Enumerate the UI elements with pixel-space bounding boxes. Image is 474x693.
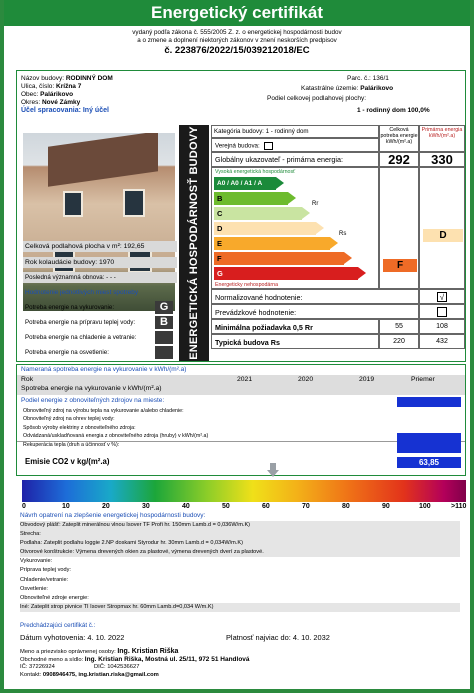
valid-until: Platnosť najviac do: 4. 10. 2032 [226, 633, 330, 642]
subtitle-amend: a o zmene a doplnení niektorých zákonov v znení neskorších predpisov [137, 37, 337, 44]
last-renovation: Posledná významná obnova: - - - [23, 272, 177, 283]
renew-lines: Obnoviteľný zdroj na výrobu tepla na vykurovanie a/alebo chladenie: Obnoviteľný zdroj na ohrev teplej vody: Spôsob výroby elektriny z obnoviteľného zdroja: Odvádzaná/uskladňovaná energia z obnoviteľného zdroja (hruby) v kWh/(m².a) Rekuperácia tepla (druh a účinnosť v %): [23, 408, 209, 448]
class-e-arrow: E [214, 237, 330, 250]
year-2020: 2020 [298, 376, 314, 383]
co2-scale [22, 480, 466, 502]
phone: 0908946475, [42, 672, 77, 678]
operational-checkbox [437, 307, 447, 317]
certificate-number: č. 223876/2022/15/039212018/EC [164, 45, 310, 56]
min-primary: 108 [419, 319, 465, 334]
measures-title: Návrh opatrení na zlepšenie energetickej hospodárnosti budovy: [20, 512, 206, 519]
measured-section [16, 364, 466, 476]
band-label: ENERGETICKÁ HOSPODÁRNOSŤ BUDOVY [188, 126, 200, 360]
page-title: Energetický certifikát [4, 0, 470, 26]
emission-label: Emisie CO2 v kg/(m².a) [25, 457, 110, 466]
category: Kategória budovy: 1 - rodinný dom [211, 125, 379, 138]
emission-value: 63,85 [397, 457, 461, 468]
class-b-arrow: B [214, 192, 288, 205]
floor-share-label: Podiel celkovej podlahovej plochy: [267, 95, 367, 102]
class-f-arrow: F [214, 252, 344, 265]
main-panel [16, 70, 466, 362]
class-scale: Vysoká energetická hospodárnosť A0 / A0 / A1 / A B C D E F G Rr Rs Energeticky nehospodárna [211, 167, 379, 289]
primary-class-badge: D [423, 229, 463, 242]
measured-title: Nameraná spotreba energie na vykurovanie v kWh/(m².a) [21, 366, 187, 373]
building-district: Okres: Nové Zámky [21, 99, 81, 106]
certificate-page: Energetický certifikát vydaný podľa zákona č. 555/2005 Z. z. o energetickej hospodárnosti budov a o zmene a doplnení niektorých zákonov v znení neskorších predpisov č. 223876/2022/15/039212018/EC Názov budovy: RODINNÝ DOM Ulica, číslo: Krížna 7 Obec: Palárikovo Okres: Nové Zámky Účel spracovania: Iný účel Parc. č.: 136/1 Katastrálne územie: Palárikovo Podiel celkovej podlahovej plochy: 1 - rodinný dom 100,0% Celková podlahová plocha v m²: 192,65 Rok kolaudácie budovy: 1970 Posledná významná obnova: - - - Hodnotenie jednotlivých miest spotreby Potreba energie na vykurovanie: Potreba energie na prípravu teplej vody: Potreba energie na chladenie a vetranie: Potreba energie na osvetlenie: G B ENERGETICKÁ HOSPODÁRNOSŤ BUDOVY Kategória budovy: 1 - rodinný dom Verejná budova: Celková potreba energie kWh/(m².a) Primárna energia kWh/(m².a) Globálny ukazovateľ - primárna energia: 292 330 Vysoká energetická hospodárnosť A0 / A0 / A1 / A B C D E F G Rr Rs Energeticky nehospodárna F D Normalizované hodnotenie: √ Prevádzkové hodnotenie: Minimálna požiadavka 0,5 Rr 55 108 Typická budova Rs 220 432 Nameraná spotreba energie na vykurovanie v kWh/(m².a) Rok Spotreba energie na vykurovanie v kWh/(m².a) 2021 2020 2019 Priemer Podiel energie z obnoviteľných zdrojov na mieste: Obnoviteľný zdroj na výrobu tepla na vykurovanie a/alebo chladenie: Obnoviteľný zdroj na ohrev teplej vody: Spôsob výroby elektriny z obnoviteľného zdroja: Odvádzaná/uskladňovaná energia z obnoviteľného zdroja (hruby) v kWh/(m².a) Rekuperácia tepla (druh a účinnosť v %): Emisie CO2 v kg/(m².a) 63,85 0 10 20 30 40 50 60 70 80 90 100 >110 Návrh opatrení na zlepšenie energetickej hospodárnosti budovy: Obvodový plášť: Zateplit minerálnou vlnou Isover TF Profi hr. 150mm Lamb.d = 0,036W/m.K) Strecha: Podlaha: Zateplit podlahu loggie 2.NP doskami Styrodur hr. 30mm Lamb.d = 0,034W/m.K) Otvorové konštrukcie: Výmena drevených okien za plastové, výmena drevených dverí za plastové. Vykurovanie: Príprava teplej vody: Chladenie/vetranie: Osvetlenie: Obnoviteľné zdroje energie: Iné: Zateplit strop pivnice TI Isover Stropmax hr. 60mm Lamb.d=0,034 W/m.K) Predchádzajúci certifikát č.: Dátum vyhotovenia: 4. 10. 2022 Platnosť najviac do: 4. 10. 2032 Meno a priezvisko oprávnenej osoby: Ing. Kristian Riška Obchodné meno a sídlo: Ing. Kristian Riška, Mostná ul. 25/11, 972 51 Handlová IČ: 37226924 DIČ: 1042536627 Kontakt: 0908946475, ing.kristian.riska@gmail.com [0, 0, 474, 693]
col-primary-energy: Primárna energia kWh/(m².a) [419, 125, 465, 152]
cooling-class-badge [155, 331, 173, 344]
operational-check-cell [419, 304, 465, 319]
vertical-band [179, 125, 209, 361]
floor-share: 1 - rodinný dom 100,0% [357, 107, 430, 114]
lighting-class-badge [155, 346, 173, 359]
measured-row: Spotreba energie na vykurovanie v kWh/(m².a) [21, 385, 162, 392]
renew-title: Podiel energie z obnoviteľných zdrojov na mieste: [21, 397, 165, 404]
measures-section [16, 512, 466, 630]
cadastre: Katastrálne územie: Palárikovo [301, 85, 394, 92]
class-a-arrow: A0 / A0 / A1 / A [214, 177, 276, 190]
dhw-need: Potreba energie na prípravu teplej vody: [25, 319, 136, 326]
measured-rok: Rok [21, 376, 34, 383]
global-primary: 330 [419, 152, 465, 167]
heating-need: Potreba energie na vykurovanie: [25, 304, 115, 311]
renew-bar-b [397, 443, 461, 453]
company: Ing. Kristian Riška, Mostná ul. 25/11, 972 51 Handlová [84, 656, 250, 663]
year-2021: 2021 [237, 376, 253, 383]
issue-date: Dátum vyhotovenia: 4. 10. 2022 [20, 633, 125, 642]
total-class-badge: F [383, 259, 417, 272]
energy-grid [211, 125, 465, 361]
heating-class-badge: G [155, 301, 173, 314]
primary-class-col [419, 167, 465, 289]
normalized-check-cell [419, 289, 465, 304]
class-c-arrow: C [214, 207, 302, 220]
typ-primary: 432 [419, 334, 465, 349]
avg-bar [397, 397, 461, 407]
normalized-eval: Normalizované hodnotenie: [211, 289, 419, 304]
previous-cert: Predchádzajúci certifikát č.: [20, 622, 96, 629]
purpose: Účel spracovania: Iný účel [21, 107, 109, 114]
class-g-arrow: G [214, 267, 358, 280]
avg-label: Priemer [411, 376, 435, 383]
building-name: Názov budovy: RODINNÝ DOM [21, 75, 113, 82]
renew-bar-a [397, 433, 461, 443]
minimum-requirement: Minimálna požiadavka 0,5 Rr [211, 319, 379, 334]
eval-title: Hodnotenie jednotlivých miest spotreby [25, 289, 139, 296]
construction-year: Rok kolaudácie budovy: 1970 [23, 257, 177, 268]
typ-total: 220 [379, 334, 419, 349]
col-total-energy: Celková potreba energie kWh/(m².a) [379, 125, 419, 152]
author: Ing. Kristian Riška [117, 648, 179, 655]
year-2019: 2019 [359, 376, 375, 383]
global-indicator: Globálny ukazovateľ - primárna energia: [211, 152, 379, 167]
lighting-need: Potreba energie na osvetlenie: [25, 349, 109, 356]
building-street: Ulica, číslo: Krížna 7 [21, 83, 82, 90]
email[interactable]: ing.kristian.riska@gmail.com [78, 672, 159, 678]
ico: IČ: 37226924 [20, 664, 55, 670]
measures-list: Obvodový plášť: Zateplit minerálnou vlnou Isover TF Profi hr. 150mm Lamb.d = 0,036W/m.K) Strecha: Podlaha: Zateplit podlahu loggie 2.NP doskami Styrodur hr. 30mm Lamb.d = 0,034W/m.K) Otvorové konštrukcie: Výmena drevených okien za plastové, výmena drevených dverí za plastové. Vykurovanie: Príprava teplej vody: Chladenie/vetranie: Osvetlenie: Obnoviteľné zdroje energie: Iné: Zateplit strop pivnice TI Isover Stropmax hr. 60mm Lamb.d=0,034 W/m.K) [20, 521, 460, 612]
typical-building: Typická budova Rs [211, 334, 379, 349]
building-photo [23, 133, 175, 311]
floor-area: Celková podlahová plocha v m²: 192,65 [23, 241, 177, 252]
cooling-need: Potreba energie na chladenie a vetranie: [25, 334, 137, 341]
public-building: Verejná budova: [211, 138, 379, 152]
subtitle-law: vydaný podľa zákona č. 555/2005 Z. z. o energetickej hospodárnosti budov [132, 29, 342, 36]
operational-eval: Prevádzkové hodnotenie: [211, 304, 419, 319]
class-d-arrow: D [214, 222, 316, 235]
building-town: Obec: Palárikovo [21, 91, 74, 98]
global-total: 292 [379, 152, 419, 167]
min-total: 55 [379, 319, 419, 334]
parcel: Parc. č.: 136/1 [347, 75, 389, 82]
normalized-checkbox: √ [437, 292, 447, 302]
total-class-col [379, 167, 419, 289]
dic: DIČ: 1042536627 [94, 664, 140, 670]
dhw-class-badge: B [155, 316, 173, 329]
